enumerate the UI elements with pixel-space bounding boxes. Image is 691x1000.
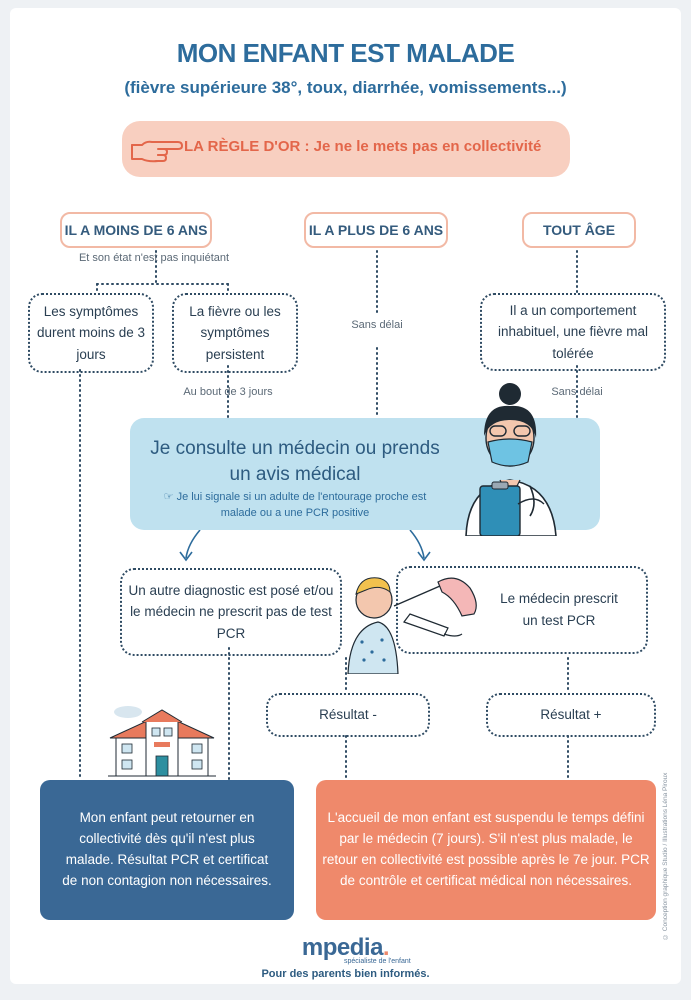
condition-less-3-days [28,293,154,373]
condition-persist [172,293,298,373]
category-under-6: IL A MOINS DE 6 ANS [60,212,212,248]
consult-title: Je consulte un médecin ou prends un avis médical [150,438,440,485]
result-negative-box [266,693,430,737]
return-to-collectivity-box [40,780,294,920]
label-sans-delai-any: Sans délai [551,386,603,398]
footer-slogan: Pour des parents bien informés. [261,968,430,980]
category-over-6: IL A PLUS DE 6 ANS [304,212,448,248]
page-subtitle: (fièvre supérieure 38°, toux, diarrhée, vomissements...) [124,78,567,97]
condition-less-3-days-text: Les symptômes durent moins de 3 jours [36,303,146,362]
hand-note-icon: ☞ [163,491,177,503]
outcome-other-diagnosis [120,568,342,656]
brand-dot-icon: . [382,934,390,961]
consult-note [150,490,440,522]
brand-tagline: spécialiste de l'enfant [344,958,411,965]
result-positive-box [486,693,656,737]
credit-text: © Conception graphique Studio / Illustrations Léna Piroux [662,772,669,940]
condition-unusual-text: Il a un comportement inhabituel, une fièvre mal tolérée [497,302,649,361]
result-positive-text: Résultat + [540,707,602,723]
golden-rule-text: LA RÈGLE D'OR : Je ne le mets pas en collectivité [184,138,542,155]
return-text: Mon enfant peut retourner en collectivité dès qu'il n'est plus malade. Résultat PCR et certificat de non contagion non nécessaires. [62,810,272,888]
condition-persist-text: La fièvre ou les symptômes persistent [189,303,281,362]
label-sans-delai-over6: Sans délai [351,319,403,331]
pointing-hand-icon [128,133,184,165]
consult-note-text: Je lui signale si un adulte de l'entourage proche est malade ou a une PCR positive [176,491,427,519]
category-any-age: TOUT ÂGE [522,212,636,248]
pcr-test-illustration [344,564,484,674]
doctor-illustration [448,376,578,536]
condition-unusual [480,293,666,371]
under-6-note: Et son état n'est pas inquiétant [78,252,230,264]
outcome-pcr-prescribed-text: Le médecin prescrit un test PCR [500,591,618,628]
result-negative-text: Résultat - [319,707,377,723]
label-after-3-days: Au bout de 3 jours [183,386,273,398]
page-title: MON ENFANT EST MALADE [176,38,515,68]
infographic-page [10,8,681,984]
suspended-box [316,780,656,920]
suspended-text: L'accueil de mon enfant est suspendu le temps défini par le médecin (7 jours). S'il n'est plus malade, le retour en collectivité est possible après le 7e jour. PCR de contrôle et certificat médical non nécessaires. [322,810,650,888]
outcome-other-diagnosis-text: Un autre diagnostic est posé et/ou le médecin ne prescrit pas de test PCR [128,582,334,641]
brand-name: mpedia [301,934,383,961]
school-illustration [106,700,218,778]
